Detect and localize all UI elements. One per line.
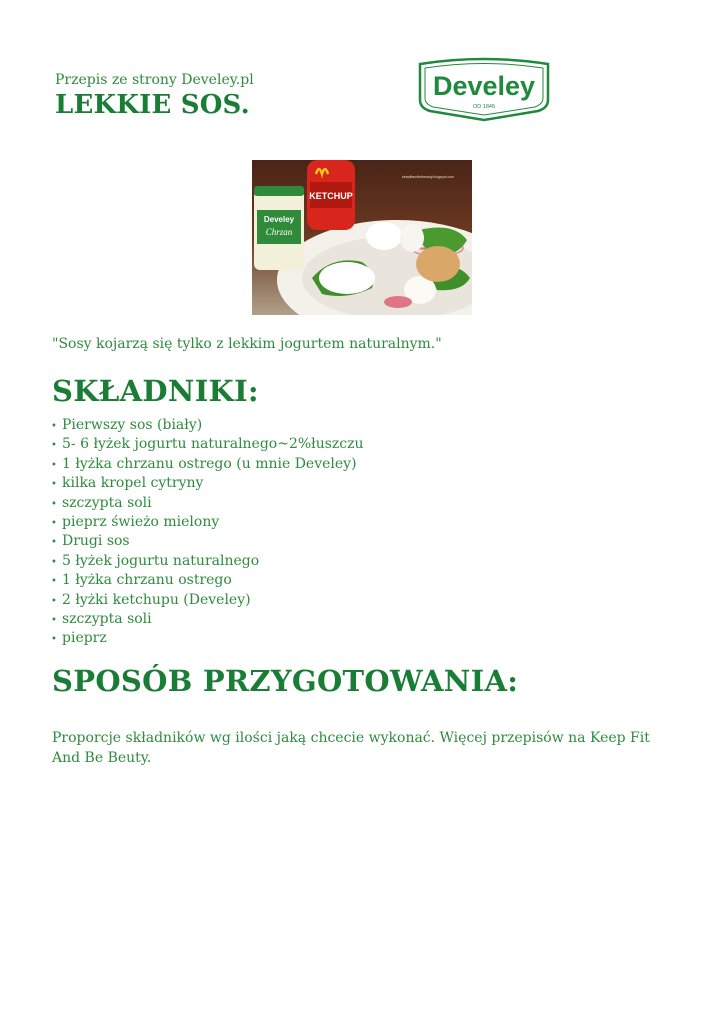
list-item [51, 532, 364, 551]
bullet-icon: • [51, 517, 57, 529]
jar-label: Develey [263, 215, 295, 224]
ingredients-heading: SKŁADNIKI: [52, 374, 259, 408]
ingredient-text: kilka kropel cytryny [62, 475, 204, 492]
recipe-photo [252, 160, 472, 315]
logo-brand-text: Develey [432, 71, 536, 101]
ingredient-text: szczypta soli [62, 494, 152, 511]
bullet-icon: • [51, 421, 57, 432]
ingredient-text: pieprz świeżo mielony [62, 513, 220, 530]
method-text: Proporcje składników wg ilości jaką chcecie wykonać. Więcej przepisów na Keep Fit And Be Beuty. [52, 730, 650, 766]
ingredients-list [51, 416, 364, 649]
list-item [51, 610, 364, 629]
list-item [51, 416, 364, 435]
bullet-icon: • [51, 537, 57, 549]
bullet-icon: • [51, 440, 57, 452]
list-item [51, 552, 364, 571]
logo-since-text: OD 1845 [472, 104, 496, 110]
list-item [51, 455, 364, 474]
ingredient-text: 5 łyżek jogurtu naturalnego [62, 552, 260, 569]
method-heading: SPOSÓB PRZYGOTOWANIA: [52, 664, 519, 698]
bottle-label: KETCHUP [309, 191, 353, 201]
list-item [51, 591, 364, 610]
ingredient-text: 1 łyżka chrzanu ostrego [62, 572, 232, 589]
ingredient-text: pieprz [62, 630, 107, 647]
recipe-source: Przepis ze strony Develey.pl [55, 72, 254, 88]
list-item [51, 474, 364, 493]
list-item [51, 435, 364, 454]
list-item [51, 629, 364, 648]
bullet-icon: • [51, 576, 57, 588]
ingredient-text: Pierwszy sos (biały) [62, 417, 203, 433]
ingredient-text: 2 łyżki ketchupu (Develey) [62, 591, 251, 608]
list-item [51, 513, 364, 532]
ingredient-text: Drugi sos [62, 533, 130, 550]
bullet-icon: • [51, 459, 57, 471]
ingredient-text: szczypta soli [62, 610, 152, 627]
bullet-icon: • [51, 634, 57, 646]
bullet-icon: • [51, 614, 57, 626]
bullet-icon: • [51, 498, 57, 510]
develey-logo [414, 56, 554, 122]
bullet-icon: • [51, 595, 57, 607]
list-item [51, 571, 364, 590]
photo-watermark: keepfitandbebeauty.blogspot.com [402, 175, 455, 179]
ingredient-text: 5- 6 łyżek jogurtu naturalnego~2%łuszczu [62, 436, 364, 453]
list-item [51, 494, 364, 513]
ingredient-text: 1 łyżka chrzanu ostrego (u mnie Develey) [62, 455, 357, 472]
recipe-quote: "Sosy kojarzą się tylko z lekkim jogurtem naturalnym." [52, 336, 442, 352]
bullet-icon: • [51, 479, 57, 491]
jar-sublabel: Chrzan [265, 227, 293, 237]
recipe-title: LEKKIE SOS. [55, 90, 250, 120]
bullet-icon: • [51, 556, 57, 568]
